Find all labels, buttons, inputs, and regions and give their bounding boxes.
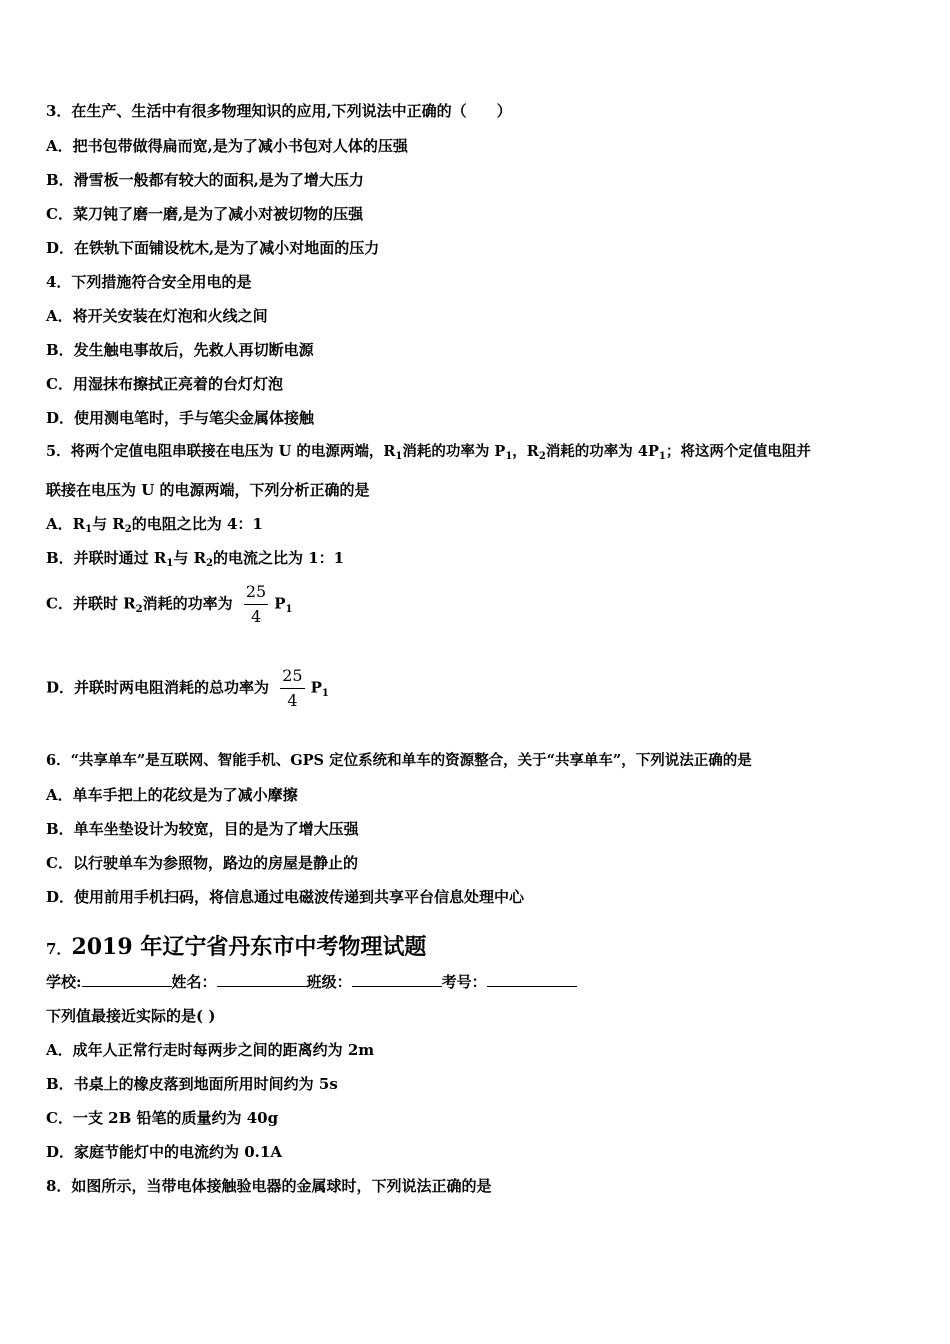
- q3-stem: 3．在生产、生活中有很多物理知识的应用,下列说法中正确的（ ）: [46, 102, 512, 120]
- q4-option-c: C．用湿抹布擦拭正亮着的台灯灯泡: [46, 375, 283, 393]
- q5-option-d: D．并联时两电阻消耗的总功率为 $\frac{25}{4}$ $P_1$: [46, 666, 329, 710]
- q3-option-c: C．菜刀钝了磨一磨,是为了减小对被切物的压强: [46, 205, 364, 223]
- q7-option-d: D．家庭节能灯中的电流约为 0.1A: [46, 1143, 282, 1161]
- q5-stem-line2: 联接在电压为 U 的电源两端，下列分析正确的是: [46, 481, 370, 499]
- fraction-25-over-4: $\frac{25}{4}$: [245, 582, 267, 626]
- q7-option-b: B．书桌上的橡皮落到地面所用时间约为 5s: [46, 1075, 338, 1093]
- q4-option-d: D．使用测电笔时，手与笔尖金属体接触: [46, 409, 315, 427]
- q6-option-d: D．使用前用手机扫码，将信息通过电磁波传递到共享平台信息处理中心: [46, 888, 525, 906]
- q7-option-a: A．成年人正常行走时每两步之间的距离约为 2m: [46, 1041, 375, 1059]
- q3-option-d: D．在铁轨下面铺设枕木,是为了减小对地面的压力: [46, 239, 380, 257]
- q7-stem: 下列值最接近实际的是( ): [46, 1007, 216, 1025]
- q6-stem: 6．“共享单车”是互联网、智能手机、GPS 定位系统和单车的资源整合，关于“共享单车”，下列说法正确的是: [46, 752, 752, 769]
- exam-number-blank[interactable]: [487, 972, 577, 987]
- class-blank[interactable]: [352, 972, 442, 987]
- q7-heading: 7．2019 年辽宁省丹东市中考物理试题: [46, 934, 427, 960]
- q5-stem: 5．将两个定值电阻串联接在电压为 U 的电源两端，$R_1$消耗的功率为 $P_1$，$R_2$消耗的功率为 $4P_1$；将这两个定值电阻并: [46, 443, 811, 462]
- q8-stem: 8．如图所示，当带电体接触验电器的金属球时，下列说法正确的是: [46, 1177, 492, 1195]
- q5-option-b: B．并联时通过 $R_1$与 $R_2$的电流之比为 1：1: [46, 549, 345, 569]
- q5-option-c: C．并联时 $R_2$消耗的功率为 $\frac{25}{4}$ $P_1$: [46, 582, 293, 626]
- fraction-25-over-4: $\frac{25}{4}$: [282, 666, 303, 710]
- q5-option-a: A．$R_1$与 $R_2$的电阻之比为 4：1: [46, 515, 263, 535]
- q4-option-a: A．将开关安装在灯泡和火线之间: [46, 307, 268, 325]
- school-blank[interactable]: [82, 972, 172, 987]
- q6-option-c: C．以行驶单车为参照物，路边的房屋是静止的: [46, 854, 358, 872]
- q3-option-b: B．滑雪板一般都有较大的面积,是为了增大压力: [46, 171, 364, 189]
- student-info-row: 学校: 姓名： 班级： 考号：: [46, 972, 577, 992]
- exam-title: 2019 年辽宁省丹东市中考物理试题: [71, 934, 427, 960]
- q6-option-a: A．单车手把上的花纹是为了减小摩擦: [46, 786, 298, 804]
- name-blank[interactable]: [217, 972, 307, 987]
- q7-option-c: C．一支 2B 铅笔的质量约为 40g: [46, 1109, 279, 1127]
- q4-option-b: B．发生触电事故后，先救人再切断电源: [46, 341, 314, 359]
- q4-stem: 4．下列措施符合安全用电的是: [46, 273, 252, 291]
- q6-option-b: B．单车坐垫设计为较宽，目的是为了增大压强: [46, 820, 359, 838]
- q3-option-a: A．把书包带做得扁而宽,是为了减小书包对人体的压强: [46, 137, 408, 155]
